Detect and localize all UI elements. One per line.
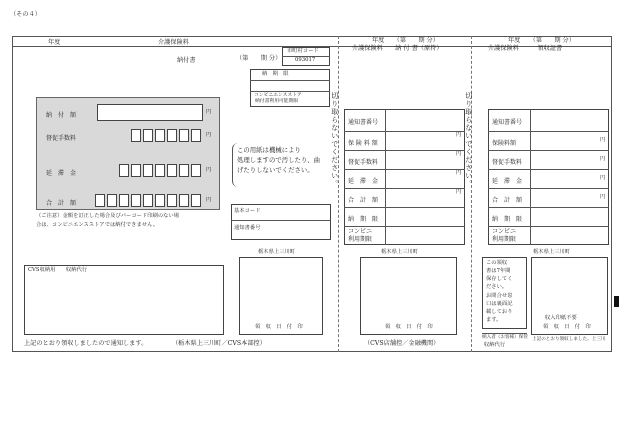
yen-unit: 円	[600, 175, 606, 181]
right-row-due: 納 期 限	[492, 216, 523, 223]
middle-footer: （CVS店舗控／金融機関）	[364, 340, 440, 347]
digit-cell	[155, 129, 165, 142]
right-row-late-fee: 延 滞 金	[492, 178, 523, 185]
yen-unit: 円	[456, 189, 462, 195]
digit-cell	[143, 164, 153, 177]
cvs-label: CVS収納用 収納代行	[28, 267, 88, 273]
middle-side-warning: 切り取らないでください。	[330, 92, 339, 188]
retention-line-3: 保存してく	[486, 276, 513, 282]
machine-notice-line-3: げたりしないでください。	[237, 166, 314, 174]
yen-unit: 円	[206, 109, 212, 115]
digit-cell	[191, 129, 201, 142]
left-nendo: 年度	[48, 39, 61, 46]
middle-row-premium: 保 険 料 額	[348, 140, 378, 147]
notice-number-label: 通知書番号	[234, 225, 261, 231]
machine-notice-line-1: この用紙は機械により	[237, 146, 301, 154]
middle-title: 介護保険料 納 付 書（原符）	[352, 45, 443, 52]
convenience-label-2: 納付書利用可能期限	[255, 99, 299, 104]
middle-row-convenience: コンビニ 利用期限	[348, 228, 373, 243]
yen-unit: 円	[456, 132, 462, 138]
yen-unit: 円	[206, 197, 212, 203]
right-row-convenience: コンビニ 利用期限	[492, 228, 517, 243]
page-label: （その４）	[10, 11, 41, 18]
city-code-value: 093017	[295, 57, 316, 63]
amount-label-reminder-fee: 督促手数料	[46, 135, 77, 142]
right-row-notice-no: 通知書番号	[492, 119, 523, 126]
right-town: 栃木県上三川町	[533, 249, 571, 255]
digit-cell	[119, 164, 129, 177]
right-row-reminder: 督促手数料	[492, 159, 523, 166]
cvs-box	[24, 265, 224, 335]
payer-keep-label: 納入者（お客様）保管	[482, 335, 528, 340]
digit-cell	[95, 194, 105, 207]
convenience-label-1: コンビニエンスストア	[254, 93, 302, 98]
right-side-warning: 切り取らないでください。	[464, 92, 473, 188]
digit-cell	[179, 129, 189, 142]
basic-code-label: 基本コード	[234, 208, 261, 214]
yen-unit: 円	[600, 137, 606, 143]
digit-cell	[107, 194, 117, 207]
yen-unit: 円	[600, 194, 606, 200]
revenue-stamp-not-needed: 収入印紙不要	[545, 315, 577, 321]
due-date-label: 納 期 限	[262, 71, 289, 77]
digit-cell	[119, 194, 129, 207]
digit-cell	[155, 194, 165, 207]
middle-row-late-fee: 延 滞 金	[348, 178, 379, 185]
left-nofusho: 納付書	[177, 57, 196, 64]
amount-label-late-fee: 延 滞 金	[46, 170, 77, 177]
middle-nendo-ki: 年度 （第 期 分）	[372, 37, 439, 44]
middle-row-notice-no: 通知書番号	[348, 119, 379, 126]
retention-line-8: ます。	[486, 317, 502, 323]
retention-line-1: この領収	[486, 260, 508, 266]
digit-cell	[131, 129, 141, 142]
right-row-total: 合 計 額	[492, 197, 523, 204]
machine-notice-line-2: 処理しますので汚したり、曲	[237, 156, 321, 164]
amount-label-total: 合 計 額	[46, 200, 77, 207]
left-footer: 上記のとおり領収しましたので通知します。	[24, 340, 148, 347]
right-nendo-ki: 年度 （第 期 分）	[508, 37, 575, 44]
tear-line-1	[338, 36, 339, 352]
digit-cell	[167, 194, 177, 207]
digit-cell	[179, 194, 189, 207]
right-stamp-label: 領 収 日 付 印	[543, 324, 591, 330]
digit-cell	[167, 164, 177, 177]
yen-unit: 円	[206, 132, 212, 138]
payment-amount-field	[97, 104, 203, 121]
yen-unit: 円	[600, 156, 606, 162]
left-stamp-label: 領 収 日 付 印	[255, 324, 303, 330]
digit-cell	[131, 164, 141, 177]
middle-row-due: 納 期 限	[348, 216, 379, 223]
yen-unit: 円	[206, 167, 212, 173]
city-code-label: 市町村コード	[287, 48, 319, 54]
right-footer: 上記のとおり領収しました。上三川	[532, 337, 606, 342]
left-ki-bun: （第 期 分）	[236, 55, 282, 62]
retention-line-7: 載しており	[486, 309, 513, 315]
left-title: 介護保険料	[158, 39, 189, 46]
right-title: 介護保険料 領収証書	[488, 45, 563, 52]
yen-unit: 円	[456, 170, 462, 176]
left-town: 栃木県上三川町	[258, 249, 296, 255]
retention-line-6: 口は裏面記	[486, 301, 513, 307]
retention-line-5: お問合せ窓	[486, 293, 513, 299]
middle-stamp-label: 領 収 日 付 印	[385, 324, 433, 330]
left-footer-owner: （栃木県上三川町／CVS本部控）	[172, 340, 266, 347]
middle-town: 栃木県上三川町	[381, 249, 419, 255]
collection-agent-label: 収納代行	[484, 342, 506, 348]
yen-unit: 円	[456, 151, 462, 157]
digit-cell	[191, 194, 201, 207]
caution-line-2: 合は、コンビニエンスストアでは納付できません。	[36, 222, 158, 228]
digit-cell	[191, 164, 201, 177]
retention-line-2: 書は7年間	[486, 268, 511, 274]
digit-cell	[167, 129, 177, 142]
caution-line-1: （ご注意）金額を訂正した場合及びバーコード印刷のない場	[36, 213, 180, 219]
digit-cell	[179, 164, 189, 177]
retention-line-4: ださい。	[486, 284, 508, 290]
right-row-premium: 保険料額	[492, 140, 517, 147]
middle-row-reminder: 督促手数料	[348, 159, 379, 166]
digit-cell	[131, 194, 141, 207]
amount-label-payment: 納 付 額	[46, 112, 77, 119]
digit-cell	[155, 164, 165, 177]
alignment-mark	[614, 296, 619, 307]
middle-row-total: 合 計 額	[348, 197, 379, 204]
digit-cell	[143, 129, 153, 142]
digit-cell	[143, 194, 153, 207]
